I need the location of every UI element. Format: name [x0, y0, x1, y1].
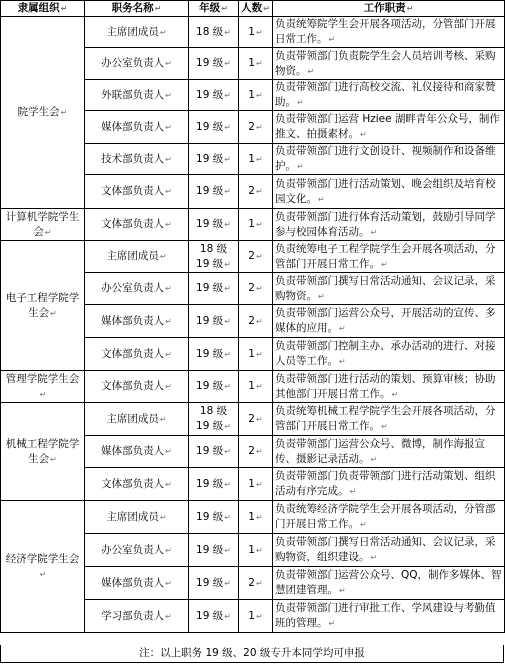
duty-cell: 负责统筹院学生会开展各项活动，分管部门开展日常工作。 ↵	[273, 17, 505, 48]
table-row	[1, 403, 505, 436]
duty-cell: 负责带领部门运营公众号、微博，制作海报宣传、摄影记录活动。 ↵	[273, 436, 505, 468]
duty-cell: 负责带领部门撰写日常活动通知、会议记录，采购物资。 ↵	[273, 273, 505, 305]
header-position: 职务名称 ↵	[85, 1, 189, 17]
org-cell: 院学生会 ↵	[1, 17, 85, 209]
position-cell: 技术部负责人 ↵	[85, 144, 189, 175]
count-cell: 1 ↵	[239, 80, 273, 111]
duty-cell: 负责带领部门进行文创设计、视频制作和设备维护。 ↵	[273, 144, 505, 175]
duty-cell: 负责带领部门进行活动策划、晚会组织及培育校园文化。 ↵	[273, 175, 505, 209]
position-cell: 媒体部负责人 ↵	[85, 567, 189, 600]
grade-cell: 18 级 19 级 ↵	[189, 241, 239, 273]
position-cell: 文体部负责人 ↵	[85, 209, 189, 241]
position-cell: 文体部负责人 ↵	[85, 175, 189, 209]
position-cell: 办公室负责人 ↵	[85, 273, 189, 305]
table-body	[1, 17, 505, 633]
count-cell: 1 ↵	[239, 501, 273, 534]
position-cell: 文体部负责人 ↵	[85, 468, 189, 501]
duty-cell: 负责带领部门运营公众号，开展活动的宣传、多媒体的应用。 ↵	[273, 305, 505, 338]
table-row	[1, 17, 505, 48]
org-cell: 电子工程学院学生会 ↵	[1, 241, 85, 371]
position-cell: 办公室负责人 ↵	[85, 48, 189, 80]
count-cell: 2 ↵	[239, 175, 273, 209]
grade-cell: 19 级 ↵	[189, 48, 239, 80]
org-cell: 计算机学院学生会 ↵	[1, 209, 85, 241]
grade-cell: 19 级 ↵	[189, 468, 239, 501]
count-cell: 1 ↵	[239, 534, 273, 567]
org-cell: 机械工程学院学生会 ↵	[1, 403, 85, 501]
grade-cell: 19 级 ↵	[189, 273, 239, 305]
grade-cell: 19 级 ↵	[189, 338, 239, 371]
grade-cell: 19 级 ↵	[189, 371, 239, 403]
duty-cell: 负责带领部门负责院学生会人员培训考核、采购物资。 ↵	[273, 48, 505, 80]
grade-cell: 19 级 ↵	[189, 534, 239, 567]
position-cell: 外联部负责人 ↵	[85, 80, 189, 111]
duty-cell: 负责统筹机械工程学院学生会开展各项活动，分管部门开展日常工作。 ↵	[273, 403, 505, 436]
position-cell: 文体部负责人 ↵	[85, 371, 189, 403]
duty-cell: 负责带领部门进行高校交流、礼仪接待和商家赞助。 ↵	[273, 80, 505, 111]
duty-cell: 负责统筹经济学院学生会开展各项活动，分管部门开展日常工作。 ↵	[273, 501, 505, 534]
grade-cell: 19 级 ↵	[189, 111, 239, 144]
count-cell: 1 ↵	[239, 600, 273, 633]
grade-cell: 19 级 ↵	[189, 600, 239, 633]
duty-cell: 负责带领部门负责带领部门进行活动策划、组织活动有序完成。 ↵	[273, 468, 505, 501]
duty-cell: 负责带领部门进行体育活动策划，鼓励引导同学参与校园体育活动。 ↵	[273, 209, 505, 241]
grade-cell: 19 级 ↵	[189, 567, 239, 600]
position-cell: 媒体部负责人 ↵	[85, 436, 189, 468]
duty-cell: 负责统筹电子工程学院学生会开展各项活动，分管部门开展日常工作。 ↵	[273, 241, 505, 273]
header-count: 人数 ↵	[239, 1, 273, 17]
table-header-row	[1, 1, 505, 17]
position-cell: 文体部负责人 ↵	[85, 338, 189, 371]
count-cell: 1 ↵	[239, 48, 273, 80]
count-cell: 1 ↵	[239, 468, 273, 501]
org-cell: 经济学院学生会 ↵	[1, 501, 85, 633]
count-cell: 2 ↵	[239, 241, 273, 273]
grade-cell: 19 级 ↵	[189, 501, 239, 534]
table-footnote: 注：以上职务 19 级、20 级专升本同学均可申报	[0, 645, 504, 663]
count-cell: 2 ↵	[239, 436, 273, 468]
count-cell: 2 ↵	[239, 403, 273, 436]
table-row	[1, 371, 505, 403]
grade-cell: 19 级 ↵	[189, 436, 239, 468]
duty-cell: 负责带领部门进行活动的策划、预算审核；协助其他部门开展日常工作。 ↵	[273, 371, 505, 403]
count-cell: 2 ↵	[239, 273, 273, 305]
table-row	[1, 501, 505, 534]
duty-cell: 负责带领部门运营公众号、QQ，制作多媒体、智慧团建管理。 ↵	[273, 567, 505, 600]
grade-cell: 19 级 ↵	[189, 144, 239, 175]
count-cell: 1 ↵	[239, 371, 273, 403]
position-cell: 媒体部负责人 ↵	[85, 305, 189, 338]
position-cell: 办公室负责人 ↵	[85, 534, 189, 567]
table-row	[1, 241, 505, 273]
position-cell: 主席团成员 ↵	[85, 501, 189, 534]
count-cell: 2 ↵	[239, 111, 273, 144]
position-cell: 主席团成员 ↵	[85, 17, 189, 48]
header-org: 隶属组织 ↵	[1, 1, 85, 17]
count-cell: 2 ↵	[239, 305, 273, 338]
position-cell: 主席团成员 ↵	[85, 241, 189, 273]
position-cell: 学习部负责人 ↵	[85, 600, 189, 633]
org-cell: 管理学院学生会 ↵	[1, 371, 85, 403]
count-cell: 1 ↵	[239, 209, 273, 241]
duty-cell: 负责带领部门运营 Hziee 湖畔青年公众号，制作推文、拍摄素材。 ↵	[273, 111, 505, 144]
count-cell: 1 ↵	[239, 144, 273, 175]
count-cell: 2 ↵	[239, 567, 273, 600]
position-cell: 媒体部负责人 ↵	[85, 111, 189, 144]
duty-cell: 负责带领部门进行审批工作、学风建设与考勤值班的管理。 ↵	[273, 600, 505, 633]
duty-cell: 负责带领部门撰写日常活动通知、会议记录，采购物资，组织建设。 ↵	[273, 534, 505, 567]
position-cell: 主席团成员 ↵	[85, 403, 189, 436]
grade-cell: 19 级 ↵	[189, 209, 239, 241]
count-cell: 1 ↵	[239, 17, 273, 48]
grade-cell: 19 级 ↵	[189, 305, 239, 338]
grade-cell: 18 级 19 级 ↵	[189, 403, 239, 436]
header-duty: 工作职责 ↵	[273, 1, 505, 17]
table-row	[1, 209, 505, 241]
grade-cell: 19 级 ↵	[189, 80, 239, 111]
duty-cell: 负责带领部门控制主办、承办活动的进行、对接人员等工作。 ↵	[273, 338, 505, 371]
count-cell: 1 ↵	[239, 338, 273, 371]
grade-cell: 19 级 ↵	[189, 175, 239, 209]
grade-cell: 18 级 ↵	[189, 17, 239, 48]
header-grade: 年级 ↵	[189, 1, 239, 17]
